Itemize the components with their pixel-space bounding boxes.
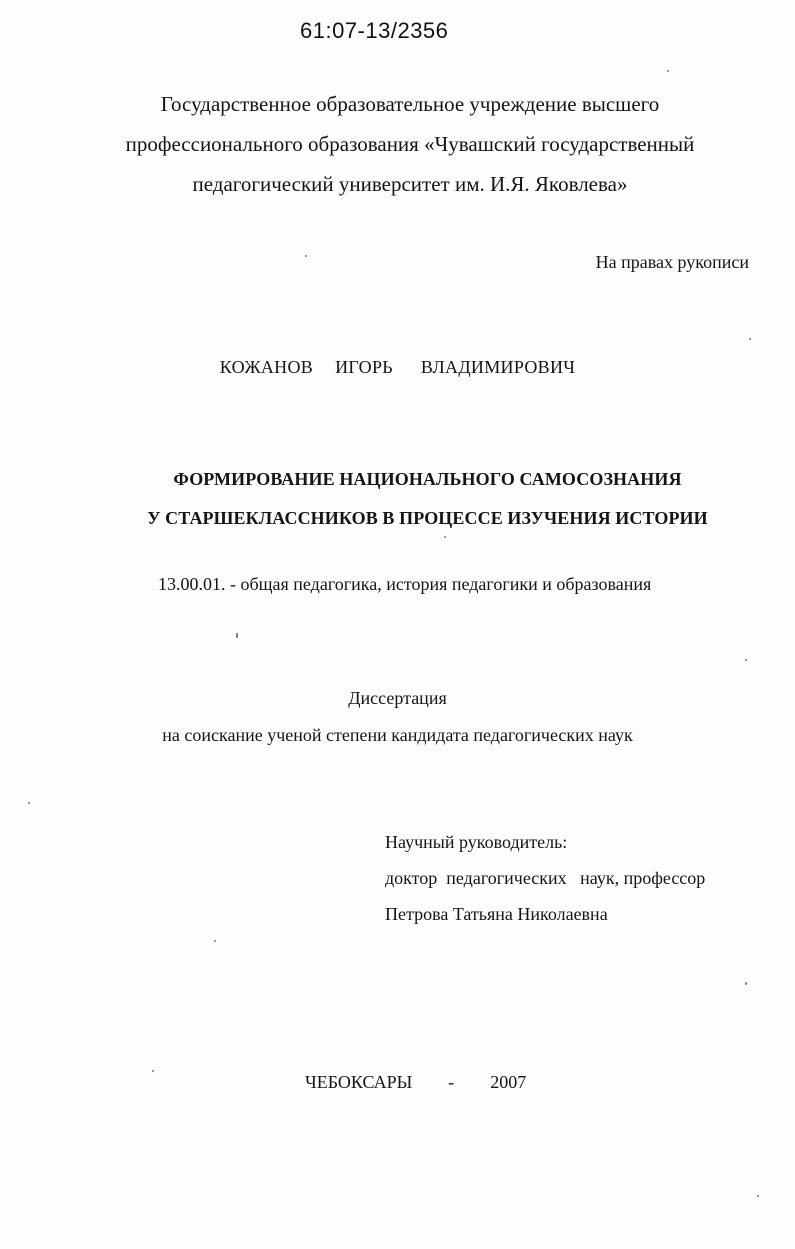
author-name [0,357,795,378]
supervisor-name: Петрова Татьяна Николаевна [385,904,608,924]
scan-speck [152,1070,154,1072]
scan-speck [749,338,751,340]
city-year [305,1072,526,1093]
specialty-code: 13.00.01. - общая педагогика, история педагогики и образования [158,574,652,594]
degree-purpose: на соискание ученой степени кандидата педагогических наук [162,725,633,745]
manuscript-note: На правах рукописи [595,252,749,272]
scan-speck [667,70,669,72]
dissertation-title [60,460,795,538]
supervisor-title: доктор педагогических наук, профессор [385,868,706,888]
author-surname: КОЖАНОВ [219,357,314,377]
year: 2007 [490,1072,527,1092]
catalog-number: 61:07-13/2356 [300,18,449,43]
supervisor-block [385,824,705,932]
scan-speck [214,940,216,942]
author-first-name: ИГОРЬ [335,357,393,377]
separator: - [448,1072,455,1092]
scan-speck [757,1195,759,1197]
scan-speck [444,536,446,538]
author-patronymic: ВЛАДИМИРОВИЧ [420,357,576,377]
institution-line: педагогический университет им. И.Я. Яковлева» [192,172,628,196]
scan-speck [28,802,30,804]
scan-speck [745,982,747,985]
institution-line: Государственное образовательное учреждение высшего [160,92,660,116]
title-line: У СТАРШЕКЛАССНИКОВ В ПРОЦЕССЕ ИЗУЧЕНИЯ ИСТОРИИ [147,508,708,528]
degree-block [60,680,735,754]
institution-line: профессионального образования «Чувашский государственный [125,132,695,156]
scan-speck [236,633,238,638]
degree-kind: Диссертация [348,688,447,708]
title-line: ФОРМИРОВАНИЕ НАЦИОНАЛЬНОГО САМОСОЗНАНИЯ [173,469,682,489]
institution-name [60,84,760,204]
scan-speck [305,255,307,257]
supervisor-heading: Научный руководитель: [385,832,568,852]
city: ЧЕБОКСАРЫ [305,1072,413,1092]
scan-speck [745,659,747,661]
